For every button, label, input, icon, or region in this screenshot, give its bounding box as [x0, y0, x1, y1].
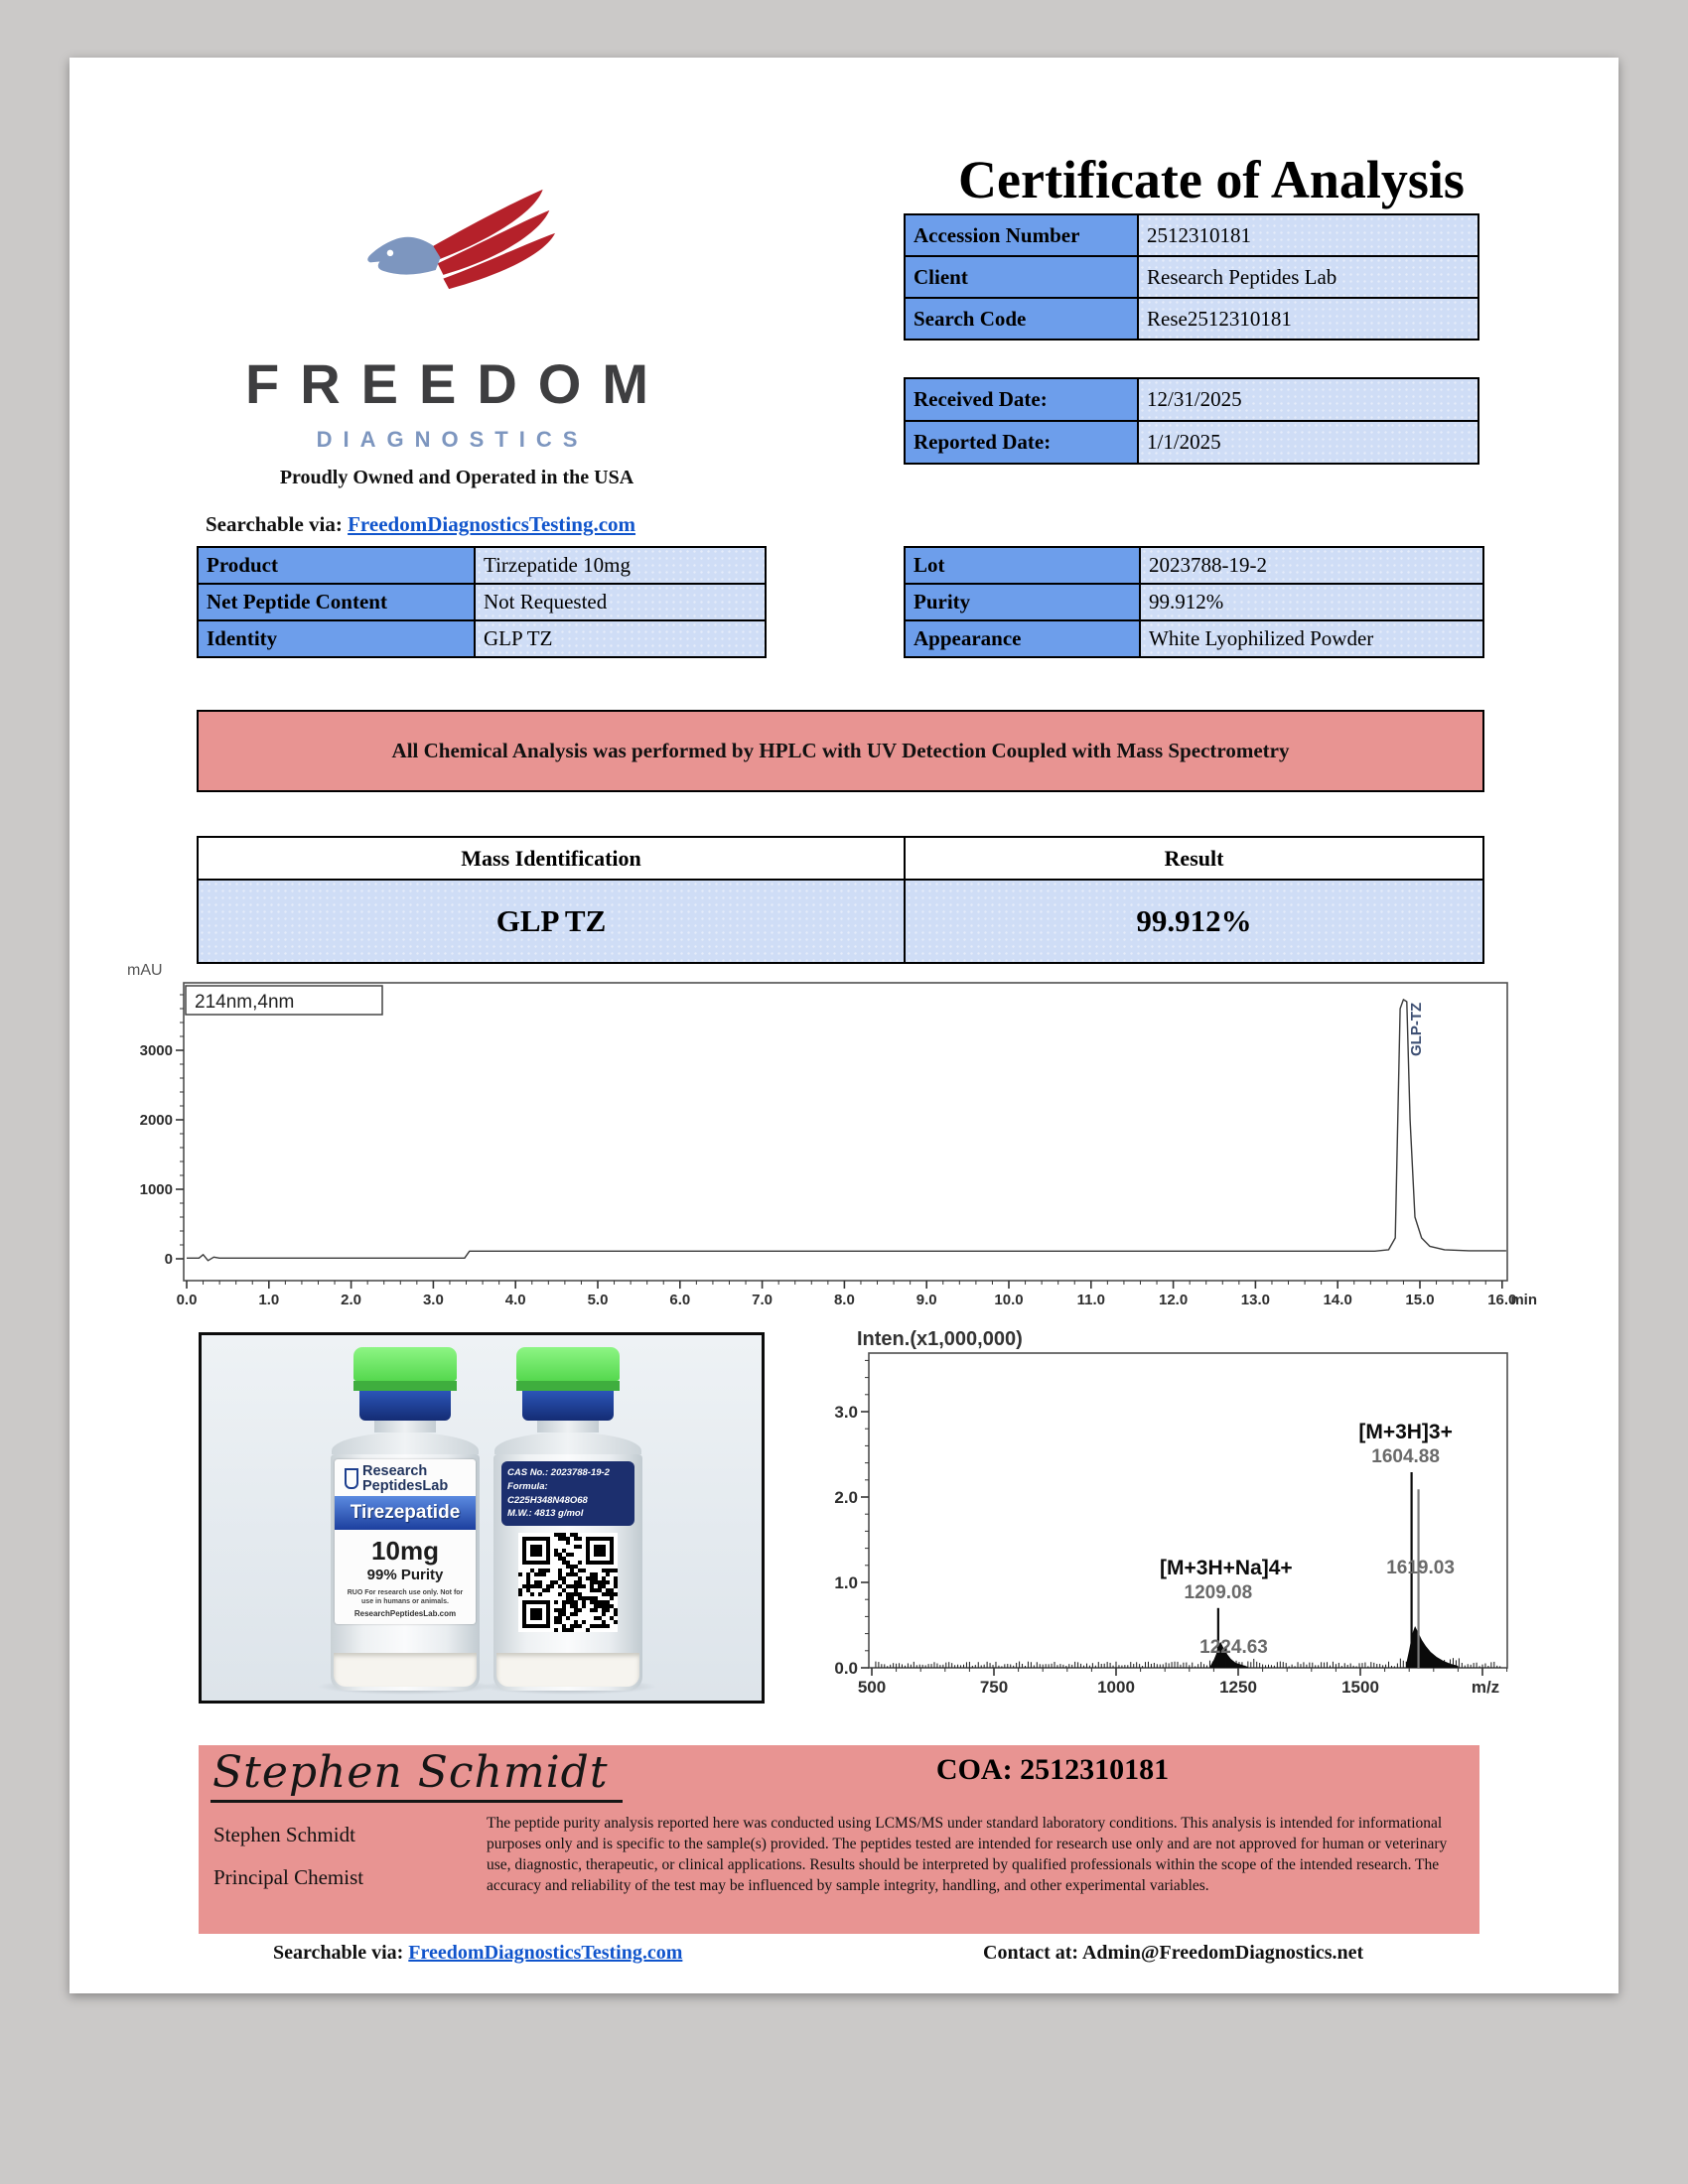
svg-text:10.0: 10.0 — [994, 1292, 1024, 1308]
result-value: 99.912% — [905, 880, 1483, 963]
client-value: Research Peptides Lab — [1138, 256, 1478, 298]
purity-label: Purity — [905, 584, 1140, 620]
svg-text:1604.88: 1604.88 — [1371, 1446, 1440, 1468]
search-code-value: Rese2512310181 — [1138, 298, 1478, 340]
svg-text:9.0: 9.0 — [915, 1292, 937, 1308]
lyophilized-powder — [334, 1653, 477, 1687]
test-tube-icon — [345, 1468, 358, 1489]
product-value: Tirzepatide 10mg — [475, 547, 766, 584]
signature-block — [199, 1745, 1479, 1934]
footer — [70, 1942, 1618, 1972]
vial-ruo-note: RUO For research use only. Not for use in humans or animals. — [347, 1589, 464, 1606]
client-label: Client — [905, 256, 1138, 298]
svg-text:m/z: m/z — [1471, 1678, 1500, 1697]
svg-text:13.0: 13.0 — [1240, 1292, 1271, 1308]
svg-text:2.0: 2.0 — [341, 1292, 362, 1308]
signature-script: Stephen Schmidt — [211, 1747, 623, 1803]
svg-text:GLP-TZ: GLP-TZ — [1408, 1002, 1426, 1056]
accession-number-value: 2512310181 — [1138, 214, 1478, 256]
vial-cas: CAS No.: 2023788-19-2 — [507, 1467, 610, 1478]
analysis-method-text: All Chemical Analysis was performed by HPLC with UV Detection Coupled with Mass Spectrometry — [391, 739, 1290, 762]
identity-value: GLP TZ — [475, 620, 766, 657]
vial-product-name: Tirezepatide — [335, 1496, 476, 1530]
svg-text:3000: 3000 — [139, 1042, 173, 1059]
vial-dose: 10mg — [371, 1536, 439, 1566]
hplc-chromatogram — [109, 951, 1559, 1323]
vial-website: ResearchPeptidesLab.com — [353, 1609, 457, 1619]
svg-text:15.0: 15.0 — [1405, 1292, 1435, 1308]
accession-table — [904, 213, 1479, 341]
svg-text:min: min — [1510, 1292, 1537, 1308]
vial-cap-ring — [516, 1381, 620, 1391]
svg-text:1.0: 1.0 — [258, 1292, 280, 1308]
svg-text:[M+3H]3+: [M+3H]3+ — [1358, 1421, 1453, 1444]
accession-number-label: Accession Number — [905, 214, 1138, 256]
mass-id-value: GLP TZ — [198, 880, 905, 963]
product-label: Product — [198, 547, 475, 584]
vial-shoulder — [332, 1433, 479, 1454]
searchable-line — [206, 512, 635, 537]
svg-text:7.0: 7.0 — [752, 1292, 774, 1308]
product-photo-frame — [199, 1332, 765, 1704]
svg-text:1209.08: 1209.08 — [1184, 1581, 1253, 1603]
logo-subtitle: DIAGNOSTICS — [316, 427, 589, 452]
analysis-method-banner — [197, 710, 1484, 792]
svg-text:11.0: 11.0 — [1076, 1292, 1105, 1308]
footer-search-label: Searchable via: — [273, 1942, 404, 1964]
svg-text:0.0: 0.0 — [176, 1292, 198, 1308]
vial-brand-line1: Research — [362, 1463, 428, 1479]
tagline: Proudly Owned and Operated in the USA — [279, 467, 634, 488]
svg-text:2.0: 2.0 — [834, 1488, 858, 1507]
vial-back — [492, 1347, 644, 1691]
svg-text:12.0: 12.0 — [1158, 1292, 1189, 1308]
lot-label: Lot — [905, 547, 1140, 584]
coa-number: COA: 2512310181 — [935, 1753, 1170, 1786]
footer-search-link[interactable]: FreedomDiagnosticsTesting.com — [408, 1942, 683, 1964]
product-table — [197, 546, 767, 658]
svg-text:2000: 2000 — [139, 1112, 173, 1129]
lot-table — [904, 546, 1484, 658]
svg-text:500: 500 — [857, 1678, 887, 1697]
svg-text:6.0: 6.0 — [669, 1292, 691, 1308]
vial-brand — [362, 1464, 448, 1493]
svg-text:4.0: 4.0 — [504, 1292, 526, 1308]
appearance-value: White Lyophilized Powder — [1140, 620, 1483, 657]
svg-text:[M+3H+Na]4+: [M+3H+Na]4+ — [1160, 1556, 1293, 1579]
vial-crimp — [522, 1391, 614, 1421]
footer-contact: Contact at: Admin@FreedomDiagnostics.net — [983, 1942, 1364, 1964]
vial-cap-ring — [353, 1381, 457, 1391]
received-date-value: 12/31/2025 — [1138, 378, 1478, 421]
qr-code — [518, 1533, 618, 1632]
vial-mw: M.W.: 4813 g/mol — [507, 1508, 584, 1520]
reported-date-label: Reported Date: — [905, 421, 1138, 464]
svg-text:214nm,4nm: 214nm,4nm — [195, 992, 295, 1013]
certificate-page — [70, 58, 1618, 1993]
svg-text:750: 750 — [979, 1678, 1009, 1697]
mass-id-header: Mass Identification — [198, 837, 905, 880]
chemist-title: Principal Chemist — [213, 1865, 364, 1889]
vial-body — [331, 1454, 480, 1691]
chemist-name: Stephen Schmidt — [213, 1823, 355, 1846]
dates-table — [904, 377, 1479, 465]
svg-text:0: 0 — [164, 1251, 173, 1268]
vial-chem-info — [501, 1461, 634, 1526]
vial-cap — [353, 1347, 457, 1381]
svg-text:1000: 1000 — [139, 1181, 173, 1198]
svg-text:Inten.(x1,000,000): Inten.(x1,000,000) — [857, 1328, 1023, 1350]
vial-shoulder — [494, 1433, 641, 1454]
vial-neck — [537, 1421, 599, 1433]
vial-crimp — [359, 1391, 451, 1421]
page-title: Certificate of Analysis — [958, 150, 1465, 209]
mass-identification-table — [197, 836, 1484, 964]
appearance-label: Appearance — [905, 620, 1140, 657]
svg-text:14.0: 14.0 — [1323, 1292, 1352, 1308]
vial-formula: Formula: C225H348N48O68 — [507, 1480, 588, 1506]
vial-cap — [516, 1347, 620, 1381]
vial-neck — [374, 1421, 436, 1433]
svg-text:3.0: 3.0 — [422, 1292, 444, 1308]
svg-text:1000: 1000 — [1097, 1678, 1135, 1697]
purity-value: 99.912% — [1140, 584, 1483, 620]
svg-text:1500: 1500 — [1341, 1678, 1379, 1697]
reported-date-value: 1/1/2025 — [1138, 421, 1478, 464]
received-date-label: Received Date: — [905, 378, 1138, 421]
disclaimer-text: The peptide purity analysis reported here was conducted using LCMS/MS under standard laboratory conditions. This analysis is intended for informational purposes only and is specific to the sample(s) provided. The peptides tested are intended for research use only and are not approved for human or veterinary use, diagnostic, therapeutic, or clinical applications. Results should be interpreted by qualified professionals within the scope of the intended research. The accuracy and reliability of the test may be influenced by sample integrity, handling, and other experimental variables. — [487, 1815, 1448, 1895]
logo-wordmark: FREEDOM — [245, 352, 669, 415]
vial-body — [493, 1454, 642, 1691]
mass-spectrum — [765, 1323, 1559, 1720]
searchable-label: Searchable via: — [206, 512, 343, 536]
svg-text:5.0: 5.0 — [587, 1292, 609, 1308]
footer-searchable — [273, 1942, 682, 1965]
svg-text:3.0: 3.0 — [834, 1403, 858, 1422]
svg-text:1224.63: 1224.63 — [1199, 1637, 1268, 1658]
vial-purity: 99% Purity — [366, 1567, 444, 1583]
svg-text:1.0: 1.0 — [834, 1573, 858, 1592]
net-peptide-value: Not Requested — [475, 584, 766, 620]
svg-text:1250: 1250 — [1219, 1678, 1257, 1697]
eagle-logo-icon — [348, 175, 556, 326]
svg-text:1619.03: 1619.03 — [1386, 1558, 1455, 1578]
searchable-link[interactable]: FreedomDiagnosticsTesting.com — [348, 512, 636, 536]
lyophilized-powder — [496, 1653, 639, 1687]
identity-label: Identity — [198, 620, 475, 657]
search-code-label: Search Code — [905, 298, 1138, 340]
svg-text:16.0: 16.0 — [1487, 1292, 1517, 1308]
svg-text:0.0: 0.0 — [834, 1659, 858, 1678]
net-peptide-label: Net Peptide Content — [198, 584, 475, 620]
vial-brand-line2: PeptidesLab — [362, 1477, 449, 1494]
vial-front-label — [335, 1459, 476, 1624]
vial-front — [329, 1347, 482, 1691]
result-header: Result — [905, 837, 1483, 880]
lot-value: 2023788-19-2 — [1140, 547, 1483, 584]
svg-text:8.0: 8.0 — [833, 1292, 855, 1308]
svg-text:mAU: mAU — [127, 962, 163, 979]
